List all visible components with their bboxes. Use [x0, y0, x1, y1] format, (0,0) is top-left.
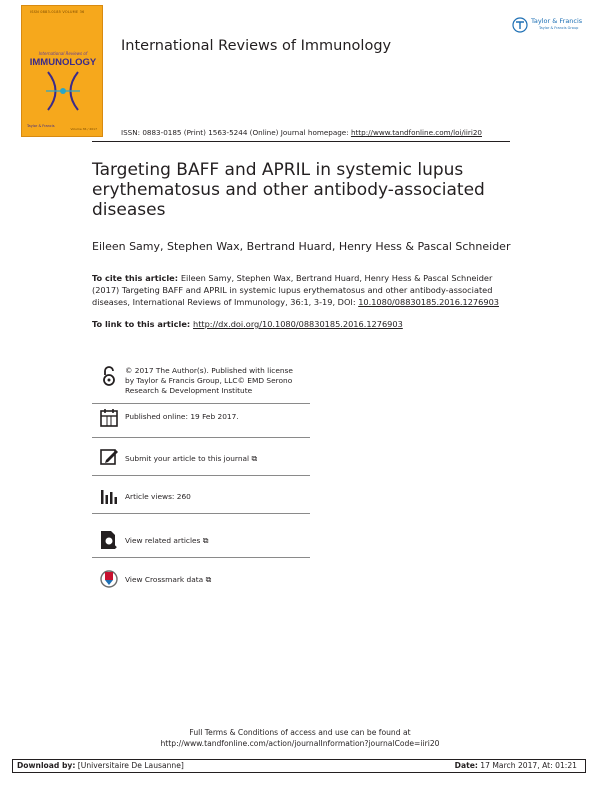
cover-top-text: ISSN 0883-0185 VOLUME 36 — [30, 10, 85, 14]
crossmark-icon — [100, 569, 118, 589]
item-divider — [92, 437, 310, 438]
download-date-label: Date: — [454, 761, 478, 770]
terms-notice — [0, 727, 600, 749]
citation-text: Eileen Samy, Stephen Wax, Bertrand Huard, Henry Hess & Pascal Schneider (2017) Targeting BAFF and APRIL in systemic lupus erythematosus and other antibody-associated diseases, International Reviews of Immunology, 36:1, 3-19, DOI: — [92, 273, 493, 307]
cover-series: International Reviews of — [38, 51, 88, 56]
item-divider — [92, 475, 310, 476]
document-search-icon — [100, 530, 118, 550]
crossmark-label: View Crossmark data — [125, 575, 204, 584]
download-by — [17, 761, 184, 770]
item-divider — [92, 557, 310, 558]
download-info-bar — [12, 759, 586, 773]
cover-title: IMMUNOLOGY — [29, 57, 97, 68]
license-text: © 2017 The Author(s). Published with license by Taylor & Francis Group, LLC© EMD Serono Research & Development Institute — [125, 366, 293, 395]
related-articles-label: View related articles — [125, 536, 201, 545]
publisher-logo[interactable] — [512, 17, 584, 37]
article-authors: Eileen Samy, Stephen Wax, Bertrand Huard, Henry Hess & Pascal Schneider — [92, 240, 511, 253]
download-by-value: [Universitaire De Lausanne] — [75, 761, 184, 770]
item-divider — [92, 513, 310, 514]
citation — [92, 272, 522, 308]
related-articles-link[interactable] — [125, 536, 209, 546]
terms-line-1: Full Terms & Conditions of access and use can be found at — [189, 728, 411, 737]
publisher-subname: Taylor & Francis Group — [539, 26, 579, 30]
terms-url-link[interactable]: http://www.tandfonline.com/action/journalInformation?journalCode=iiri20 — [160, 739, 440, 748]
journal-cover[interactable] — [21, 5, 103, 137]
article-url-link[interactable]: http://dx.doi.org/10.1080/08830185.2016.1276903 — [193, 319, 403, 329]
issn-line — [121, 128, 482, 137]
submit-article-link[interactable] — [125, 454, 257, 464]
publisher-logo-icon — [512, 17, 528, 33]
cover-publisher: Taylor & Francis — [27, 124, 55, 128]
crossmark-link[interactable] — [125, 575, 211, 585]
cover-bottom-text: Volume 36 / 2017 — [70, 127, 97, 131]
citation-doi-link[interactable]: 10.1080/08830185.2016.1276903 — [358, 297, 499, 307]
article-link — [92, 319, 403, 329]
external-link-icon: ⧉ — [202, 536, 209, 545]
header-divider — [92, 141, 510, 142]
link-label: To link to this article: — [92, 319, 193, 329]
open-access-icon — [100, 366, 118, 386]
citation-label: To cite this article: — [92, 273, 181, 283]
bar-chart-icon — [100, 486, 118, 506]
cover-artwork-icon — [42, 70, 84, 112]
article-title: Targeting BAFF and APRIL in systemic lupus erythematosus and other antibody-associated diseases — [92, 160, 485, 220]
external-link-icon: ⧉ — [251, 454, 258, 463]
download-date-value: 17 March 2017, At: 01:21 — [477, 761, 577, 770]
download-by-label: Download by: — [17, 761, 76, 770]
item-divider — [92, 403, 310, 404]
journal-homepage-link[interactable]: http://www.tandfonline.com/loi/iiri20 — [350, 128, 482, 137]
submit-article-label: Submit your article to this journal — [125, 454, 250, 463]
article-views: Article views: 260 — [125, 492, 191, 501]
publisher-name: Taylor & Francis — [531, 17, 583, 25]
external-link-icon: ⧉ — [205, 575, 212, 584]
edit-icon — [100, 447, 118, 467]
calendar-icon — [100, 408, 118, 428]
published-date: Published online: 19 Feb 2017. — [125, 412, 239, 421]
journal-name: International Reviews of Immunology — [121, 38, 392, 54]
download-date — [455, 761, 577, 770]
issn-text: ISSN: 0883-0185 (Print) 1563-5244 (Online) Journal homepage: — [121, 128, 351, 137]
